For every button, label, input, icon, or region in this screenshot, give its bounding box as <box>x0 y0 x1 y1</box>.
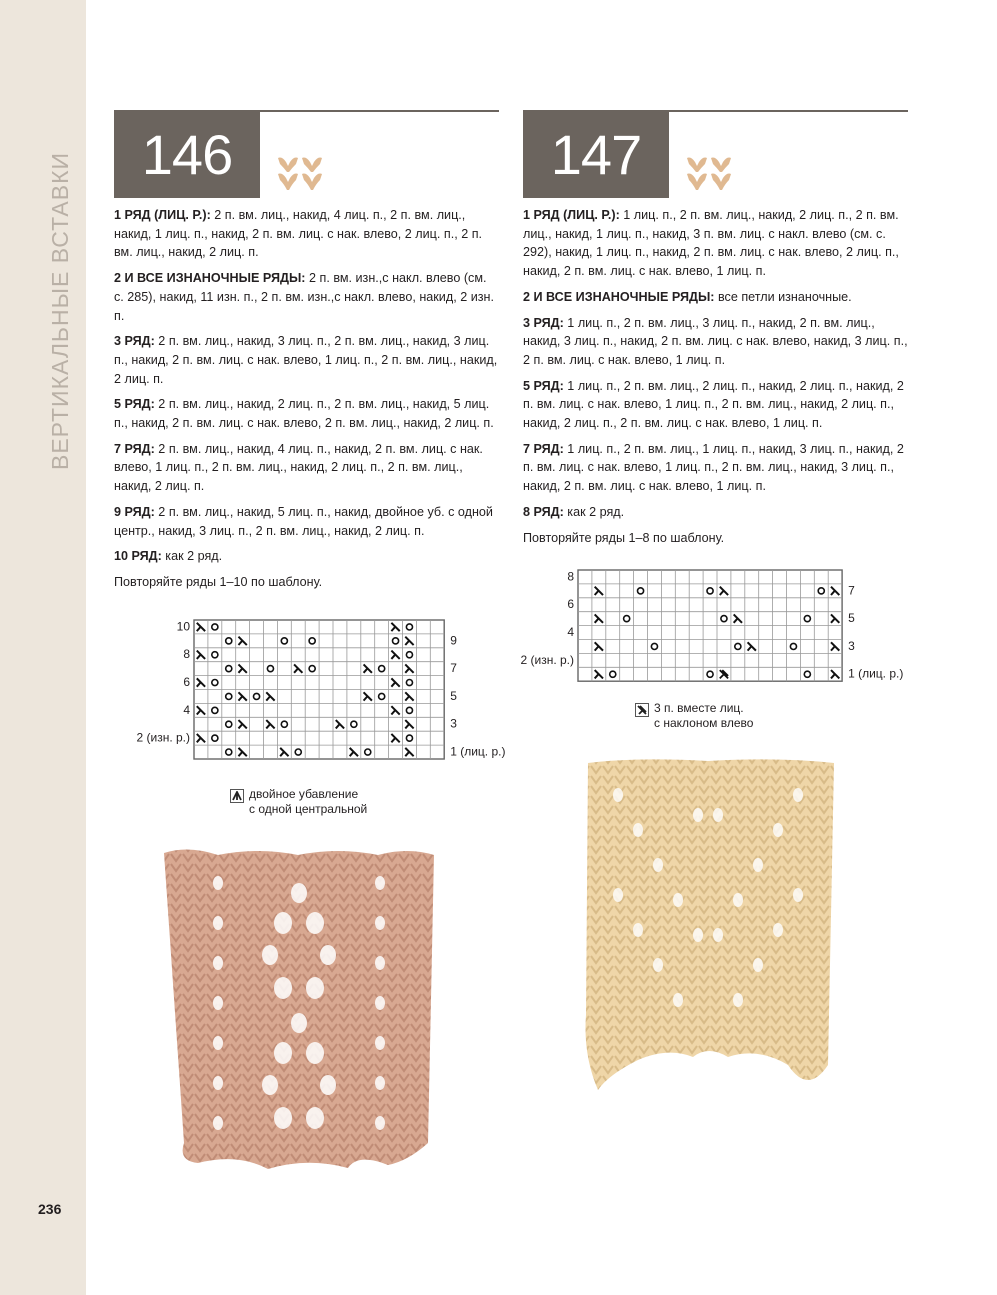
difficulty-icon <box>685 154 735 194</box>
row-number-label: 8 <box>183 647 190 662</box>
row-number-label: 6 <box>183 675 190 690</box>
row-number-label: 3 <box>848 638 855 653</box>
swatch-photo-146 <box>158 843 440 1173</box>
page-number: 236 <box>38 1201 62 1217</box>
pattern-number: 147 <box>523 112 669 198</box>
instruction-row: 9 РЯД: 2 п. вм. лиц., накид, 5 лиц. п., накид, двойное уб. с одной центр., накид, 3 лиц. п., 2 п. вм. лиц., накид, 2 лиц. п. <box>114 504 493 538</box>
instruction-row: 1 РЯД (ЛИЦ. Р.): 1 лиц. п., 2 п. вм. лиц., накид, 2 лиц. п., 2 п. вм. лиц., накид, 1 лиц. п., накид, 3 п. вм. лиц. с накл. влево (см. с. 292), накид, 1 лиц. п., накид, 2 п. вм. лиц. с нак. влево, 2 лиц. п., накид, 2 п. вм. лиц. с нак. влево, 1 лиц. п. <box>523 208 899 279</box>
row-number-label: 5 <box>450 688 457 703</box>
instructions <box>114 206 499 592</box>
legend-text: двойное убавление <box>249 787 359 801</box>
repeat-note: Повторяйте ряды 1–10 по шаблону. <box>114 574 323 589</box>
legend-146 <box>230 787 367 817</box>
instruction-row: 5 РЯД: 2 п. вм. лиц., накид, 2 лиц. п., 2 п. вм. лиц., накид, 5 лиц. п., накид, 2 п. вм. лиц. с нак. влево, 2 п. вм. лиц., накид, 2 лиц. п. <box>114 397 494 431</box>
triple-decrease-icon <box>635 703 649 717</box>
double-decrease-icon <box>230 789 244 803</box>
row-number-label: 9 <box>450 633 457 648</box>
instructions <box>523 206 908 547</box>
pattern-146-column <box>114 110 499 599</box>
difficulty-icon <box>276 154 326 194</box>
legend-text: с одной центральной <box>249 802 368 816</box>
row-number-label: 10 <box>176 619 190 634</box>
row-number-label: 1 (лиц. р.) <box>450 744 506 759</box>
row-number-label: 2 (изн. р.) <box>520 652 574 667</box>
instruction-row: 1 РЯД (ЛИЦ. Р.): 2 п. вм. лиц., накид, 4 лиц. п., 2 п. вм. лиц., накид, 1 лиц. п., накид, 2 п. вм. лиц. с нак. влево, 2 лиц. п., 2 п. вм. лиц., накид, 2 лиц. п. <box>114 208 483 260</box>
row-number-label: 4 <box>567 625 574 640</box>
row-number-label: 7 <box>848 583 855 598</box>
chart-146 <box>120 618 510 768</box>
row-number-label: 3 <box>450 716 457 731</box>
row-number-label: 7 <box>450 661 457 676</box>
legend-147 <box>635 701 753 731</box>
instruction-row: 3 РЯД: 1 лиц. п., 2 п. вм. лиц., 3 лиц. п., накид, 2 п. вм. лиц., накид, 3 лиц. п., накид, 2 п. вм. лиц. с нак. влево, накид, 3 лиц. п., 2 п. вм. лиц. с нак. влево, 1 лиц. п. <box>523 315 908 367</box>
instruction-row: 7 РЯД: 1 лиц. п., 2 п. вм. лиц., 1 лиц. п., накид, 3 лиц. п., накид, 2 п. вм. лиц. с нак. влево, 1 лиц. п., 2 п. вм. лиц., накид, 3 лиц. п., накид, 2 п. вм. лиц. с нак. влево, 1 лиц. п. <box>523 441 904 494</box>
row-number-label: 2 (изн. р.) <box>136 730 190 745</box>
legend-text: с наклоном влево <box>654 716 754 730</box>
row-number-label: 8 <box>567 569 574 584</box>
instruction-row: 5 РЯД: 1 лиц. п., 2 п. вм. лиц., 2 лиц. п., накид, 2 лиц. п., накид, 2 п. вм. лиц. с нак. влево, 1 лиц. п., 2 п. вм. лиц., накид, 2 лиц. п., накид, 2 лиц. п., 2 п. вм. лиц. с нак. влево, 1 лиц. п. <box>523 378 904 431</box>
section-title: ВЕРТИКАЛЬНЫЕ ВСТАВКИ <box>47 151 73 470</box>
instruction-row: 7 РЯД: 2 п. вм. лиц., накид, 4 лиц. п., накид, 2 п. вм. лиц. с нак. влево, 1 лиц. п., 2 п. вм. лиц., накид, 2 лиц. п., 2 п. вм. лиц., накид, 2 лиц. п. <box>114 441 483 494</box>
legend-text: 3 п. вместе лиц. <box>654 701 744 715</box>
row-number-label: 6 <box>567 597 574 612</box>
instruction-row: 2 И ВСЕ ИЗНАНОЧНЫЕ РЯДЫ: 2 п. вм. изн.,с накл. влево (см. с. 285), накид, 11 изн. п., 2 п. вм. изн.,с накл. влево, накид, 2 изн. п. <box>114 271 494 323</box>
instruction-row: 8 РЯД: как 2 ряд. <box>523 504 625 519</box>
instruction-row: 3 РЯД: 2 п. вм. лиц., накид, 3 лиц. п., 2 п. вм. лиц., накид, 3 лиц. п., накид, 2 п. вм. лиц. с нак. влево, 1 лиц. п., 2 п. вм. лиц., накид, 2 лиц. п. <box>114 334 498 386</box>
pattern-number: 146 <box>114 112 260 198</box>
chart-147 <box>515 566 915 691</box>
row-number-label: 4 <box>183 702 190 717</box>
row-number-label: 5 <box>848 611 855 626</box>
instruction-row: 2 И ВСЕ ИЗНАНОЧНЫЕ РЯДЫ: все петли изнаночные. <box>523 289 852 304</box>
repeat-note: Повторяйте ряды 1–8 по шаблону. <box>523 530 725 545</box>
row-number-label: 1 (лиц. р.) <box>848 666 904 681</box>
instruction-row: 10 РЯД: как 2 ряд. <box>114 549 223 564</box>
swatch-photo-147 <box>578 755 840 1100</box>
pattern-147-column <box>523 110 908 554</box>
